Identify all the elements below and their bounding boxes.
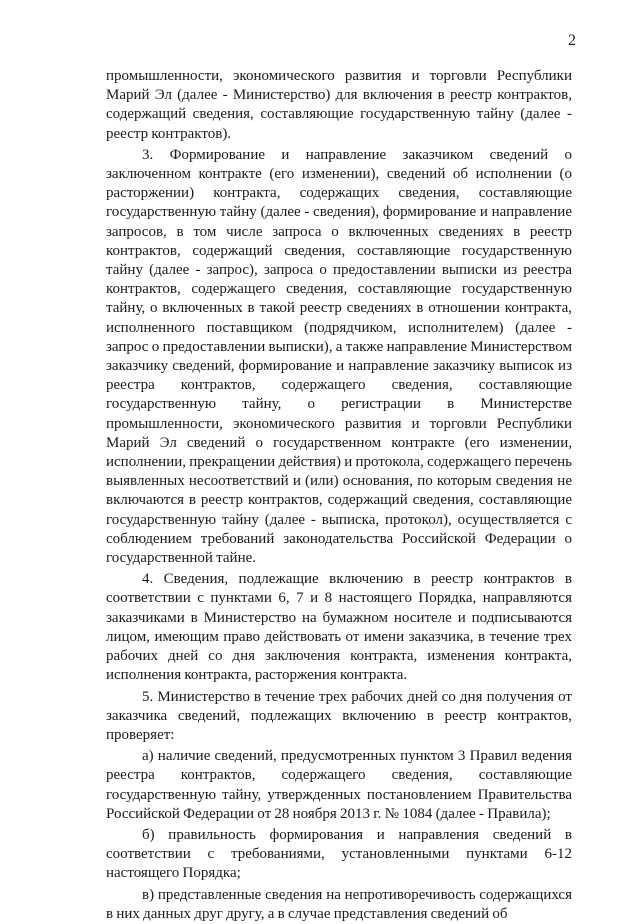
paragraph-item-4: 4. Сведения, подлежащие включению в реестр контрактов в соответствии с пунктами 6, 7 и 8 настоящего Порядка, направляются заказчиками в Министерство на бумажном носителе и подписываются лицом, имеющим право действовать от имени заказчика, в течение трех рабочих дней со дня заключения контракта, изменения контракта, исполнения контракта, расторжения контракта. [106,571,572,684]
page-number: 2 [568,32,576,49]
subitem-v: в) представленные сведения на непротиворечивость содержащихся в них данных друг другу, а в случае представления сведений об [106,886,572,922]
paragraph-item-3: 3. Формирование и направление заказчиком сведений о заключенном контракте (его изменении), сведений об исполнении (о расторжении) контракта, содержащих сведения, составляющие государственную тайну (далее - сведения), формирование и направление запросов, в том числе запроса о включенных сведениях в реестр контрактов, содержащий сведения, составляющие государственную тайну (далее - запрос), запроса о предоставлении выписки из реестра контрактов, содержащего сведения, составляющие государственную тайну, о включенных в такой реестр сведениях в отношении контракта, исполненного поставщиком (подрядчиком, исполнителем) (далее - запрос о предоставлении выписки), а также направление Министерством заказчику сведений, формирование и направление заказчику выписок из реестра контрактов, содержащего сведения, составляющие государственную тайну, о регистрации в Министерстве промышленности, экономического развития и торговли Республики Марий Эл сведений о государственном контракте (его изменении, исполнении, прекращении действия) и протокола, содержащего перечень выявленных несоответствий и (или) основания, по которым сведения не включаются в реестр контрактов, содержащий сведения, составляющие государственную тайну (далее - выписка, протокол), осуществляется с соблюдением требований законодательства Российской Федерации о государственной тайне. [106,146,572,567]
document-body [106,67,572,924]
subitem-b: б) правильность формирования и направления сведений в соответствии с требованиями, установленными пунктами 6-12 настоящего Порядка; [106,826,572,882]
paragraph-continuation: промышленности, экономического развития и торговли Республики Марий Эл (далее - Министерство) для включения в реестр контрактов, содержащий сведения, составляющие государственную тайну (далее - реестр контрактов). [106,68,572,142]
subitem-a: а) наличие сведений, предусмотренных пунктом 3 Правил ведения реестра контрактов, содержащего сведения, составляющие государственную тайну, утвержденных постановлением Правительства Российской Федерации от 28 ноября 2013 г. № 1084 (далее - Правила); [106,748,572,822]
paragraph-item-5: 5. Министерство в течение трех рабочих дней со дня получения от заказчика сведений, подлежащих включению в реестр контрактов, проверяет: [106,688,572,743]
